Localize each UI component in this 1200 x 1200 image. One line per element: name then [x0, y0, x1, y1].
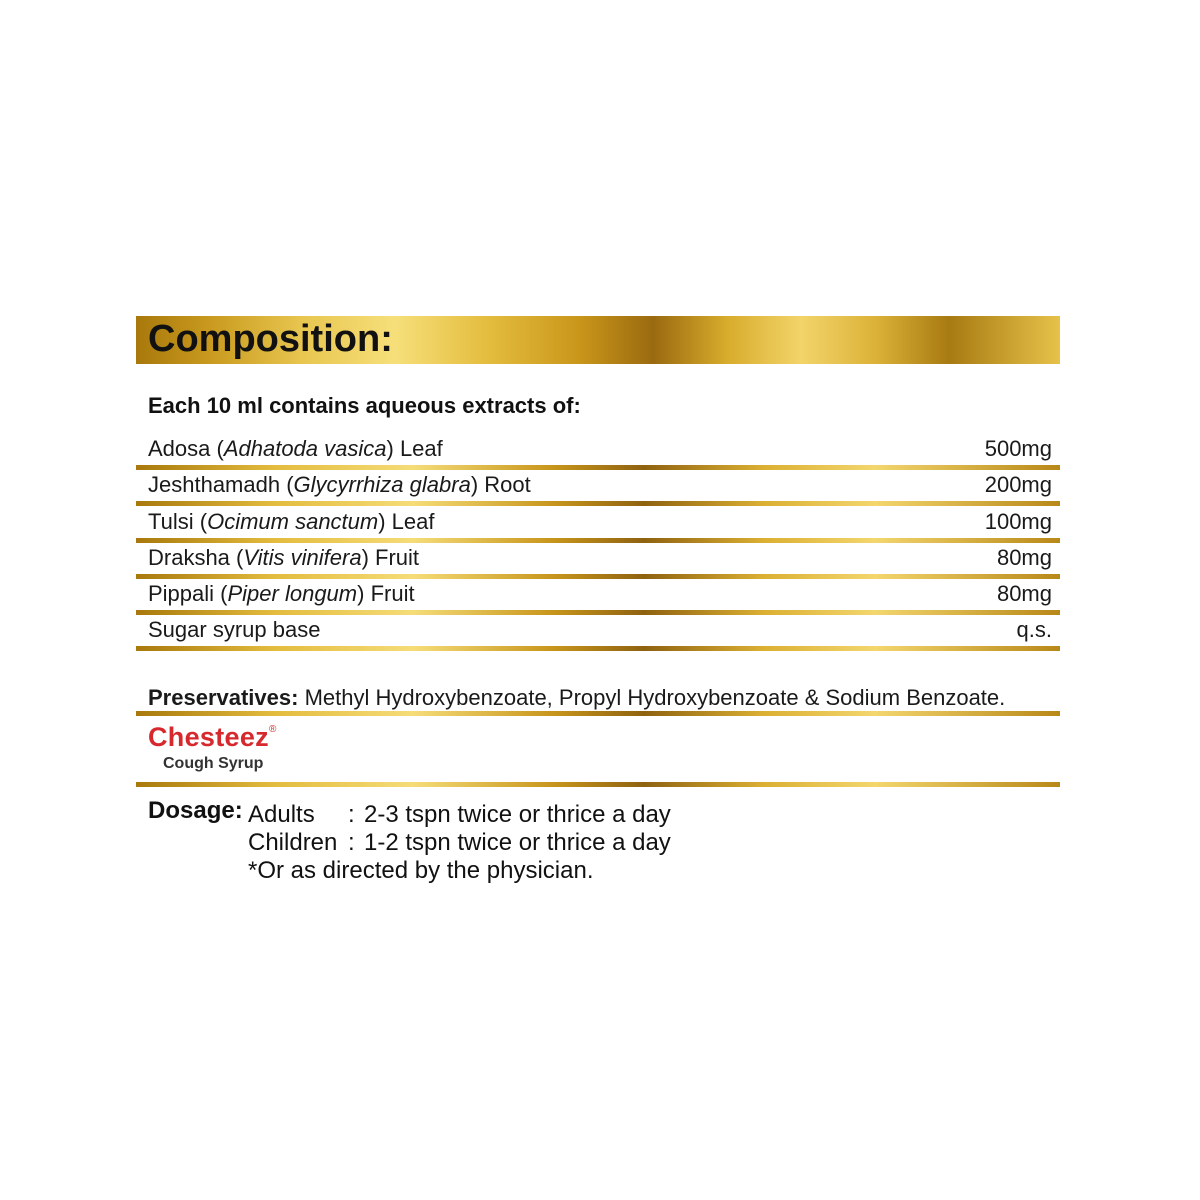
ingredient-qty: 80mg: [996, 545, 1052, 570]
brand-product: Cough Syrup: [163, 755, 264, 772]
ingredient-name: Draksha (Vitis vinifera) Fruit: [148, 545, 420, 570]
preservatives-line: [148, 685, 1005, 711]
dosage-audience: Adults: [248, 801, 315, 828]
dosage-audience: Children: [248, 829, 338, 856]
ingredient-row: [136, 469, 1060, 506]
section-divider: [136, 782, 1060, 787]
section-divider: [136, 711, 1060, 716]
ingredient-row: [136, 614, 1060, 651]
ingredient-row: [136, 578, 1060, 615]
composition-title: Composition:: [148, 318, 393, 360]
ingredient-name: Sugar syrup base: [148, 617, 321, 642]
dosage-note: *Or as directed by the physician.: [248, 857, 594, 884]
ingredient-name: Adosa (Adhatoda vasica) Leaf: [148, 436, 443, 461]
dosage-colon: :: [348, 829, 355, 856]
dosage-line: [248, 801, 671, 829]
ingredient-name: Pippali (Piper longum) Fruit: [148, 581, 415, 606]
dosage-instruction: 1-2 tspn twice or thrice a day: [364, 829, 671, 856]
ingredient-qty: 80mg: [996, 581, 1052, 606]
ingredient-name: Tulsi (Ocimum sanctum) Leaf: [148, 509, 435, 534]
ingredient-row: [136, 506, 1060, 543]
registered-mark: ®: [268, 724, 277, 735]
brand-name: Chesteez: [148, 722, 269, 752]
ingredient-qty: 500mg: [984, 436, 1052, 461]
brand-logo: [148, 722, 277, 753]
dosage-label: Dosage:: [148, 797, 243, 824]
preservatives-label: Preservatives:: [148, 685, 299, 710]
dosage-colon: :: [348, 801, 355, 828]
preservatives-text: Methyl Hydroxybenzoate, Propyl Hydroxybenzoate & Sodium Benzoate.: [298, 685, 1006, 710]
ingredient-row: [136, 433, 1060, 470]
dosage-line: [248, 829, 671, 857]
ingredient-qty: 200mg: [984, 472, 1052, 497]
ingredient-qty: q.s.: [1016, 617, 1052, 642]
row-divider: [136, 646, 1060, 651]
composition-intro: Each 10 ml contains aqueous extracts of:: [148, 393, 581, 418]
ingredient-row: [136, 542, 1060, 579]
dosage-instruction: 2-3 tspn twice or thrice a day: [364, 801, 671, 828]
ingredient-qty: 100mg: [984, 509, 1052, 534]
ingredient-name: Jeshthamadh (Glycyrrhiza glabra) Root: [148, 472, 531, 497]
